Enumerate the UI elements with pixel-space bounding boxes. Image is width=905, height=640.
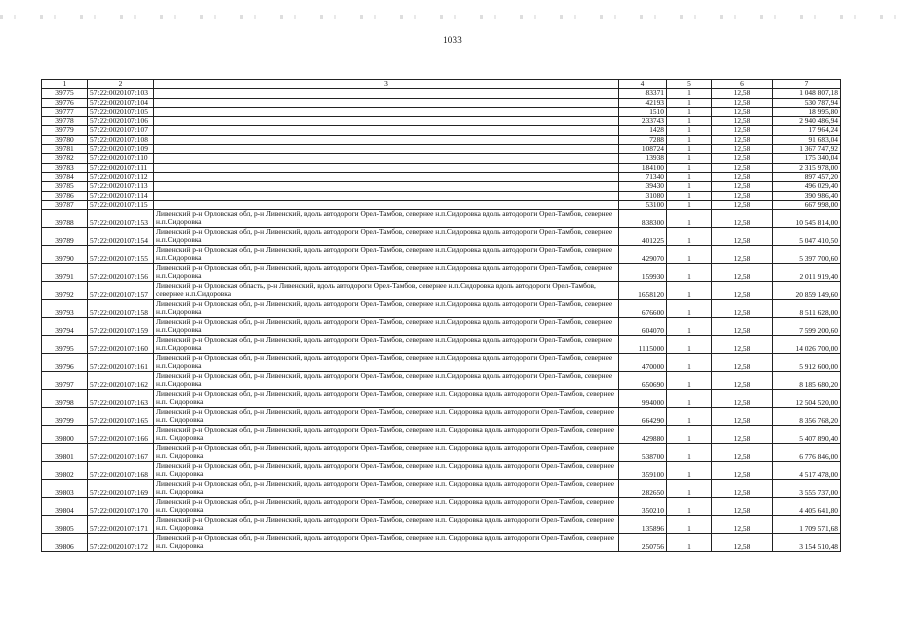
count-cell: 1: [667, 282, 712, 300]
rate-cell: 12,58: [712, 516, 773, 534]
area-cell: 359100: [619, 462, 667, 480]
count-cell: 1: [667, 246, 712, 264]
count-cell: 1: [667, 126, 712, 135]
location-cell: Ливенский р-н Орловская обл, р-н Ливенский, вдоль автодороги Орел-Тамбов, севернее н.п. Сидоровка вдоль автодороги Орел-Тамбов, севернее н.п. Сидоровка: [154, 426, 619, 444]
location-cell: Ливенский р-н Орловская область, р-н Ливенский, вдоль автодороги Орел-Тамбов, севернее н.п.Сидоровка вдоль автодороги Орел-Тамбов, севернее н.п.Сидоровка: [154, 282, 619, 300]
rate-cell: 12,58: [712, 89, 773, 98]
table-row: [42, 426, 841, 444]
table-row: [42, 135, 841, 144]
row-number: 39784: [42, 172, 88, 181]
rate-cell: 12,58: [712, 145, 773, 154]
area-cell: 470000: [619, 354, 667, 372]
count-cell: 1: [667, 191, 712, 200]
location-cell: Ливенский р-н Орловская обл, р-н Ливенский, вдоль автодороги Орел-Тамбов, севернее н.п. Сидоровка вдоль автодороги Орел-Тамбов, севернее н.п. Сидоровка: [154, 444, 619, 462]
column-header-3: 3: [154, 80, 619, 89]
area-cell: 994000: [619, 390, 667, 408]
row-number: 39804: [42, 498, 88, 516]
count-cell: 1: [667, 372, 712, 390]
location-cell: [154, 98, 619, 107]
table-row: [42, 163, 841, 172]
rate-cell: 12,58: [712, 163, 773, 172]
rate-cell: 12,58: [712, 444, 773, 462]
count-cell: 1: [667, 426, 712, 444]
count-cell: 1: [667, 89, 712, 98]
area-cell: 250756: [619, 534, 667, 552]
table-row: [42, 462, 841, 480]
location-cell: [154, 154, 619, 163]
location-cell: Ливенский р-н Орловская обл, р-н Ливенский, вдоль автодороги Орел-Тамбов, севернее н.п.Сидоровка вдоль автодороги Орел-Тамбов, севернее н.п.Сидоровка: [154, 354, 619, 372]
value-cell: 390 986,40: [773, 191, 841, 200]
location-cell: Ливенский р-н Орловская обл, р-н Ливенский, вдоль автодороги Орел-Тамбов, севернее н.п. Сидоровка вдоль автодороги Орел-Тамбов, севернее н.п. Сидоровка: [154, 408, 619, 426]
row-number: 39792: [42, 282, 88, 300]
table-row: [42, 89, 841, 98]
table-row: [42, 480, 841, 498]
column-header-7: 7: [773, 80, 841, 89]
table-row: [42, 246, 841, 264]
table-row: [42, 154, 841, 163]
cadastral-number: 57:22:0020107:171: [88, 516, 154, 534]
count-cell: 1: [667, 182, 712, 191]
row-number: 39805: [42, 516, 88, 534]
count-cell: 1: [667, 172, 712, 181]
location-cell: Ливенский р-н Орловская обл, р-н Ливенский, вдоль автодороги Орел-Тамбов, севернее н.п.Сидоровка вдоль автодороги Орел-Тамбов, севернее н.п.Сидоровка: [154, 246, 619, 264]
rate-cell: 12,58: [712, 498, 773, 516]
table-header-row: [42, 80, 841, 89]
value-cell: 1 709 571,68: [773, 516, 841, 534]
location-cell: Ливенский р-н Орловская обл, р-н Ливенский, вдоль автодороги Орел-Тамбов, севернее н.п. Сидоровка вдоль автодороги Орел-Тамбов, севернее н.п. Сидоровка: [154, 516, 619, 534]
row-number: 39776: [42, 98, 88, 107]
rate-cell: 12,58: [712, 182, 773, 191]
value-cell: 1 048 807,18: [773, 89, 841, 98]
area-cell: 838300: [619, 210, 667, 228]
area-cell: 604070: [619, 318, 667, 336]
count-cell: 1: [667, 107, 712, 116]
rate-cell: 12,58: [712, 318, 773, 336]
location-cell: [154, 117, 619, 126]
area-cell: 233743: [619, 117, 667, 126]
count-cell: 1: [667, 318, 712, 336]
value-cell: 530 787,94: [773, 98, 841, 107]
cadastral-number: 57:22:0020107:109: [88, 145, 154, 154]
cadastral-number: 57:22:0020107:108: [88, 135, 154, 144]
table-row: [42, 336, 841, 354]
row-number: 39788: [42, 210, 88, 228]
area-cell: 31080: [619, 191, 667, 200]
location-cell: [154, 172, 619, 181]
location-cell: Ливенский р-н Орловская обл, р-н Ливенский, вдоль автодороги Орел-Тамбов, севернее н.п. Сидоровка вдоль автодороги Орел-Тамбов, севернее н.п. Сидоровка: [154, 462, 619, 480]
value-cell: 897 457,20: [773, 172, 841, 181]
cadastral-number: 57:22:0020107:103: [88, 89, 154, 98]
rate-cell: 12,58: [712, 390, 773, 408]
cadastral-number: 57:22:0020107:162: [88, 372, 154, 390]
table-row: [42, 498, 841, 516]
table-row: [42, 145, 841, 154]
value-cell: 6 776 846,00: [773, 444, 841, 462]
count-cell: 1: [667, 200, 712, 209]
rate-cell: 12,58: [712, 462, 773, 480]
area-cell: 1115000: [619, 336, 667, 354]
rate-cell: 12,58: [712, 354, 773, 372]
cadastral-number: 57:22:0020107:156: [88, 264, 154, 282]
row-number: 39794: [42, 318, 88, 336]
cadastral-number: 57:22:0020107:105: [88, 107, 154, 116]
table-row: [42, 390, 841, 408]
area-cell: 7288: [619, 135, 667, 144]
count-cell: 1: [667, 462, 712, 480]
value-cell: 8 356 768,20: [773, 408, 841, 426]
row-number: 39785: [42, 182, 88, 191]
cadastral-number: 57:22:0020107:167: [88, 444, 154, 462]
row-number: 39783: [42, 163, 88, 172]
row-number: 39799: [42, 408, 88, 426]
area-cell: 350210: [619, 498, 667, 516]
area-cell: 135896: [619, 516, 667, 534]
row-number: 39797: [42, 372, 88, 390]
area-cell: 53100: [619, 200, 667, 209]
area-cell: 1510: [619, 107, 667, 116]
count-cell: 1: [667, 390, 712, 408]
count-cell: 1: [667, 408, 712, 426]
location-cell: Ливенский р-н Орловская обл, р-н Ливенский, вдоль автодороги Орел-Тамбов, севернее н.п.Сидоровка вдоль автодороги Орел-Тамбов, севернее н.п.Сидоровка: [154, 210, 619, 228]
row-number: 39801: [42, 444, 88, 462]
rate-cell: 12,58: [712, 107, 773, 116]
value-cell: 175 340,04: [773, 154, 841, 163]
table-row: [42, 300, 841, 318]
area-cell: 650690: [619, 372, 667, 390]
row-number: 39795: [42, 336, 88, 354]
rate-cell: 12,58: [712, 534, 773, 552]
value-cell: 4 517 478,00: [773, 462, 841, 480]
row-number: 39793: [42, 300, 88, 318]
value-cell: 91 683,04: [773, 135, 841, 144]
location-cell: [154, 145, 619, 154]
value-cell: 17 964,24: [773, 126, 841, 135]
area-cell: 282650: [619, 480, 667, 498]
cadastral-number: 57:22:0020107:161: [88, 354, 154, 372]
row-number: 39778: [42, 117, 88, 126]
rate-cell: 12,58: [712, 282, 773, 300]
value-cell: 8 511 628,00: [773, 300, 841, 318]
row-number: 39777: [42, 107, 88, 116]
rate-cell: 12,58: [712, 200, 773, 209]
row-number: 39790: [42, 246, 88, 264]
rate-cell: 12,58: [712, 98, 773, 107]
value-cell: 2 940 486,94: [773, 117, 841, 126]
location-cell: [154, 126, 619, 135]
value-cell: 18 995,80: [773, 107, 841, 116]
row-number: 39786: [42, 191, 88, 200]
count-cell: 1: [667, 163, 712, 172]
table-row: [42, 318, 841, 336]
area-cell: 39430: [619, 182, 667, 191]
cadastral-number: 57:22:0020107:115: [88, 200, 154, 209]
value-cell: 5 912 600,00: [773, 354, 841, 372]
row-number: 39791: [42, 264, 88, 282]
rate-cell: 12,58: [712, 336, 773, 354]
area-cell: 13938: [619, 154, 667, 163]
value-cell: 10 545 814,00: [773, 210, 841, 228]
area-cell: 184100: [619, 163, 667, 172]
value-cell: 5 397 700,60: [773, 246, 841, 264]
location-cell: [154, 89, 619, 98]
count-cell: 1: [667, 498, 712, 516]
count-cell: 1: [667, 354, 712, 372]
cadastral-number: 57:22:0020107:160: [88, 336, 154, 354]
value-cell: 5 407 890,40: [773, 426, 841, 444]
table-row: [42, 210, 841, 228]
location-cell: Ливенский р-н Орловская обл, р-н Ливенский, вдоль автодороги Орел-Тамбов, севернее н.п. Сидоровка вдоль автодороги Орел-Тамбов, севернее н.п. Сидоровка: [154, 480, 619, 498]
table-row: [42, 200, 841, 209]
location-cell: Ливенский р-н Орловская обл, р-н Ливенский, вдоль автодороги Орел-Тамбов, севернее н.п.Сидоровка вдоль автодороги Орел-Тамбов, севернее н.п.Сидоровка: [154, 372, 619, 390]
scan-artifact-strip: [0, 15, 905, 19]
land-registry-table: [41, 79, 841, 552]
cadastral-number: 57:22:0020107:165: [88, 408, 154, 426]
value-cell: 20 859 149,60: [773, 282, 841, 300]
row-number: 39789: [42, 228, 88, 246]
table-row: [42, 126, 841, 135]
table-body: [42, 89, 841, 552]
row-number: 39796: [42, 354, 88, 372]
count-cell: 1: [667, 210, 712, 228]
cadastral-number: 57:22:0020107:111: [88, 163, 154, 172]
cadastral-number: 57:22:0020107:163: [88, 390, 154, 408]
rate-cell: 12,58: [712, 480, 773, 498]
rate-cell: 12,58: [712, 172, 773, 181]
area-cell: 1658120: [619, 282, 667, 300]
row-number: 39787: [42, 200, 88, 209]
location-cell: Ливенский р-н Орловская обл, р-н Ливенский, вдоль автодороги Орел-Тамбов, севернее н.п.Сидоровка вдоль автодороги Орел-Тамбов, севернее н.п.Сидоровка: [154, 264, 619, 282]
area-cell: 538700: [619, 444, 667, 462]
rate-cell: 12,58: [712, 426, 773, 444]
rate-cell: 12,58: [712, 408, 773, 426]
location-cell: [154, 135, 619, 144]
value-cell: 2 315 978,00: [773, 163, 841, 172]
cadastral-number: 57:22:0020107:159: [88, 318, 154, 336]
cadastral-number: 57:22:0020107:157: [88, 282, 154, 300]
count-cell: 1: [667, 117, 712, 126]
cadastral-number: 57:22:0020107:107: [88, 126, 154, 135]
value-cell: 14 026 700,00: [773, 336, 841, 354]
cadastral-number: 57:22:0020107:104: [88, 98, 154, 107]
count-cell: 1: [667, 154, 712, 163]
value-cell: 3 154 510,48: [773, 534, 841, 552]
count-cell: 1: [667, 516, 712, 534]
count-cell: 1: [667, 98, 712, 107]
cadastral-number: 57:22:0020107:112: [88, 172, 154, 181]
rate-cell: 12,58: [712, 126, 773, 135]
cadastral-number: 57:22:0020107:154: [88, 228, 154, 246]
rate-cell: 12,58: [712, 154, 773, 163]
location-cell: [154, 182, 619, 191]
location-cell: Ливенский р-н Орловская обл, р-н Ливенский, вдоль автодороги Орел-Тамбов, севернее н.п.Сидоровка вдоль автодороги Орел-Тамбов, севернее н.п.Сидоровка: [154, 318, 619, 336]
area-cell: 664290: [619, 408, 667, 426]
row-number: 39800: [42, 426, 88, 444]
cadastral-number: 57:22:0020107:166: [88, 426, 154, 444]
table-row: [42, 182, 841, 191]
area-cell: 429070: [619, 246, 667, 264]
value-cell: 496 029,40: [773, 182, 841, 191]
area-cell: 429880: [619, 426, 667, 444]
row-number: 39802: [42, 462, 88, 480]
count-cell: 1: [667, 480, 712, 498]
table-row: [42, 408, 841, 426]
cadastral-number: 57:22:0020107:110: [88, 154, 154, 163]
value-cell: 7 599 200,60: [773, 318, 841, 336]
value-cell: 8 185 680,20: [773, 372, 841, 390]
cadastral-number: 57:22:0020107:172: [88, 534, 154, 552]
count-cell: 1: [667, 300, 712, 318]
count-cell: 1: [667, 534, 712, 552]
area-cell: 676600: [619, 300, 667, 318]
rate-cell: 12,58: [712, 228, 773, 246]
table-row: [42, 516, 841, 534]
column-header-2: 2: [88, 80, 154, 89]
rate-cell: 12,58: [712, 210, 773, 228]
area-cell: 71340: [619, 172, 667, 181]
count-cell: 1: [667, 145, 712, 154]
value-cell: 5 047 410,50: [773, 228, 841, 246]
location-cell: Ливенский р-н Орловская обл, р-н Ливенский, вдоль автодороги Орел-Тамбов, севернее н.п.Сидоровка вдоль автодороги Орел-Тамбов, севернее н.п.Сидоровка: [154, 300, 619, 318]
row-number: 39782: [42, 154, 88, 163]
table-row: [42, 444, 841, 462]
table-row: [42, 354, 841, 372]
row-number: 39775: [42, 89, 88, 98]
table-row: [42, 172, 841, 181]
table-row: [42, 107, 841, 116]
row-number: 39798: [42, 390, 88, 408]
rate-cell: 12,58: [712, 135, 773, 144]
value-cell: 12 504 520,00: [773, 390, 841, 408]
row-number: 39780: [42, 135, 88, 144]
column-header-1: 1: [42, 80, 88, 89]
row-number: 39806: [42, 534, 88, 552]
value-cell: 1 367 747,92: [773, 145, 841, 154]
page-number: 1033: [443, 35, 462, 45]
area-cell: 108724: [619, 145, 667, 154]
location-cell: Ливенский р-н Орловская обл, р-н Ливенский, вдоль автодороги Орел-Тамбов, севернее н.п. Сидоровка вдоль автодороги Орел-Тамбов, севернее н.п. Сидоровка: [154, 390, 619, 408]
rate-cell: 12,58: [712, 246, 773, 264]
location-cell: Ливенский р-н Орловская обл, р-н Ливенский, вдоль автодороги Орел-Тамбов, севернее н.п. Сидоровка вдоль автодороги Орел-Тамбов, севернее н.п. Сидоровка: [154, 534, 619, 552]
table-row: [42, 264, 841, 282]
cadastral-number: 57:22:0020107:170: [88, 498, 154, 516]
row-number: 39779: [42, 126, 88, 135]
table-row: [42, 372, 841, 390]
column-header-5: 5: [667, 80, 712, 89]
count-cell: 1: [667, 264, 712, 282]
cadastral-number: 57:22:0020107:113: [88, 182, 154, 191]
location-cell: [154, 191, 619, 200]
table-row: [42, 98, 841, 107]
rate-cell: 12,58: [712, 372, 773, 390]
location-cell: Ливенский р-н Орловская обл, р-н Ливенский, вдоль автодороги Орел-Тамбов, севернее н.п.Сидоровка вдоль автодороги Орел-Тамбов, севернее н.п.Сидоровка: [154, 336, 619, 354]
count-cell: 1: [667, 135, 712, 144]
column-header-4: 4: [619, 80, 667, 89]
cadastral-number: 57:22:0020107:155: [88, 246, 154, 264]
location-cell: [154, 200, 619, 209]
location-cell: Ливенский р-н Орловская обл, р-н Ливенский, вдоль автодороги Орел-Тамбов, севернее н.п. Сидоровка вдоль автодороги Орел-Тамбов, севернее н.п. Сидоровка: [154, 498, 619, 516]
area-cell: 83371: [619, 89, 667, 98]
cadastral-number: 57:22:0020107:168: [88, 462, 154, 480]
location-cell: Ливенский р-н Орловская обл, р-н Ливенский, вдоль автодороги Орел-Тамбов, севернее н.п.Сидоровка вдоль автодороги Орел-Тамбов, севернее н.п.Сидоровка: [154, 228, 619, 246]
table-row: [42, 282, 841, 300]
cadastral-number: 57:22:0020107:106: [88, 117, 154, 126]
area-cell: 42193: [619, 98, 667, 107]
location-cell: [154, 163, 619, 172]
area-cell: 401225: [619, 228, 667, 246]
table-row: [42, 117, 841, 126]
value-cell: 3 555 737,00: [773, 480, 841, 498]
rate-cell: 12,58: [712, 264, 773, 282]
value-cell: 2 011 919,40: [773, 264, 841, 282]
row-number: 39803: [42, 480, 88, 498]
table-row: [42, 534, 841, 552]
rate-cell: 12,58: [712, 300, 773, 318]
table-row: [42, 228, 841, 246]
area-cell: 1428: [619, 126, 667, 135]
area-cell: 159930: [619, 264, 667, 282]
rate-cell: 12,58: [712, 191, 773, 200]
table-row: [42, 191, 841, 200]
count-cell: 1: [667, 336, 712, 354]
value-cell: 667 998,00: [773, 200, 841, 209]
location-cell: [154, 107, 619, 116]
cadastral-number: 57:22:0020107:153: [88, 210, 154, 228]
row-number: 39781: [42, 145, 88, 154]
rate-cell: 12,58: [712, 117, 773, 126]
column-header-6: 6: [712, 80, 773, 89]
value-cell: 4 405 641,80: [773, 498, 841, 516]
cadastral-number: 57:22:0020107:169: [88, 480, 154, 498]
count-cell: 1: [667, 444, 712, 462]
cadastral-number: 57:22:0020107:114: [88, 191, 154, 200]
cadastral-number: 57:22:0020107:158: [88, 300, 154, 318]
count-cell: 1: [667, 228, 712, 246]
